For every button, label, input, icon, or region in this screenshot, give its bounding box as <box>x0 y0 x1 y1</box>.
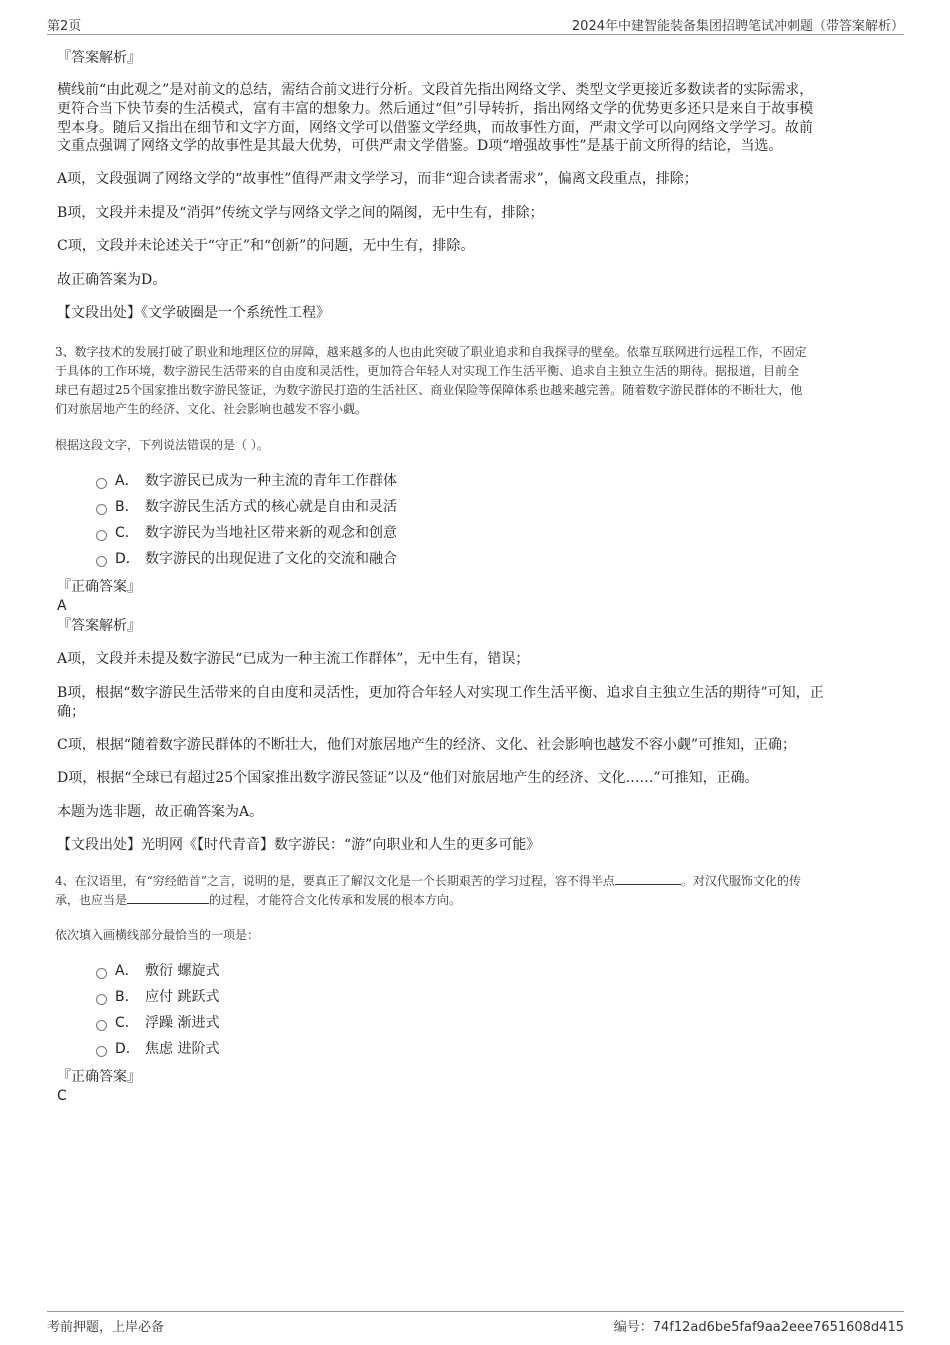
footer-slogan: 考前押题，上岸必备 <box>47 1320 165 1335</box>
page-number: 第2页 <box>47 19 82 34</box>
q3-item-d: D项，根据“全球已有超过25个国家推出数字游民签证”以及“他们对旅居地产生的经济、文化……”可推知，正确。 <box>57 770 759 786</box>
fill-blank-1[interactable] <box>615 872 681 885</box>
q4-stem-2a: 承，也应当是 <box>55 893 128 907</box>
q3-source: 【文段出处】光明网《【时代青音】数字游民：“游”向职业和人生的更多可能》 <box>57 837 541 853</box>
option-text: 敷衍 螺旋式 <box>145 963 220 979</box>
q2-item-b: B项，文段并未提及“消弭”传统文学与网络文学之间的隔阂，无中生有，排除； <box>57 205 544 221</box>
option-text: 数字游民的出现促进了文化的交流和融合 <box>145 551 397 567</box>
q4-stem-1b: 。对汉代服饰文化的传 <box>680 874 801 888</box>
q4-stem-line-2 <box>55 891 461 910</box>
radio-icon[interactable] <box>96 994 107 1005</box>
option-key: B． <box>115 499 139 515</box>
q2-analysis-line-1: 横线前“由此观之”是对前文的总结，需结合前文进行分析。文段首先指出网络文学、类型文学更接近多数读者的实际需求， <box>57 82 814 98</box>
q3-stem-line-2: 于具体的工作环境，数字游民生活带来的自由度和灵活性，更加符合年轻人对实现工作生活平衡、追求自主独立生活的期待。据报道，目前全 <box>55 364 800 378</box>
q2-analysis-line-4: 文重点强调了网络文学的故事性是其最大优势，可供严肃文学借鉴。D项“增强故事性”是基于前文所得的结论，当选。 <box>57 138 783 154</box>
q4-stem-2b: 的过程，才能符合文化传承和发展的根本方向。 <box>209 893 462 907</box>
q3-option-c[interactable] <box>96 522 397 542</box>
q4-stem-1a: 4、在汉语里，有“穷经皓首”之言，说明的是，要真正了解汉文化是一个长期艰苦的学习过程，容不得半点 <box>55 874 615 888</box>
radio-icon[interactable] <box>96 968 107 979</box>
q2-item-a: A项，文段强调了网络文学的“故事性”值得严肃文学学习，而非“迎合读者需求”，偏离文段重点，排除； <box>57 171 698 187</box>
q4-option-c[interactable] <box>96 1012 219 1032</box>
q2-item-c: C项，文段并未论述关于“守正”和“创新”的问题，无中生有，排除。 <box>57 238 475 254</box>
q3-option-b[interactable] <box>96 496 397 516</box>
q3-stem-line-1: 3、数字技术的发展打破了职业和地理区位的屏障，越来越多的人也由此突破了职业追求和自我探寻的壁垒。依靠互联网进行远程工作，不固定 <box>55 345 807 359</box>
q4-answer-label: 『正确答案』 <box>57 1069 141 1085</box>
option-text: 焦虑 进阶式 <box>145 1041 220 1057</box>
q3-item-a: A项，文段并未提及数字游民“已成为一种主流工作群体”，无中生有，错误； <box>57 651 530 667</box>
footer-serial: 编号：74f12ad6be5faf9aa2eee7651608d415 <box>613 1320 904 1335</box>
q4-prompt: 依次填入画横线部分最恰当的一项是： <box>55 928 260 942</box>
q3-conclusion: 本题为选非题，故正确答案为A。 <box>57 804 264 820</box>
q3-option-a[interactable] <box>96 470 397 490</box>
option-text: 数字游民已成为一种主流的青年工作群体 <box>145 473 397 489</box>
fill-blank-2[interactable] <box>127 891 209 904</box>
page-header <box>47 14 904 35</box>
option-key: A． <box>115 963 139 979</box>
q3-option-d[interactable] <box>96 548 397 568</box>
radio-icon[interactable] <box>96 530 107 541</box>
q3-item-b-line-1: B项，根据“数字游民生活带来的自由度和灵活性，更加符合年轻人对实现工作生活平衡、追求自主独立生活的期待”可知，正 <box>57 685 824 701</box>
q2-conclusion: 故正确答案为D。 <box>57 272 167 288</box>
q4-option-d[interactable] <box>96 1038 219 1058</box>
q4-option-a[interactable] <box>96 960 219 980</box>
q4-answer: C <box>57 1088 67 1104</box>
option-key: C． <box>115 525 139 541</box>
radio-icon[interactable] <box>96 556 107 567</box>
q2-analysis-line-3: 型本身。随后又指出在细节和文字方面，网络文学可以借鉴文学经典，而故事性方面，严肃文学可以向网络文学学习。故前 <box>57 120 813 136</box>
q3-prompt: 根据这段文字，下列说法错误的是（ ）。 <box>55 438 269 452</box>
q3-stem-line-3: 球已有超过25个国家推出数字游民签证，为数字游民打造的生活社区、商业保险等保障体系也越来越完善。随着数字游民群体的不断壮大，他 <box>55 383 803 397</box>
q3-answer: A <box>57 598 67 614</box>
option-key: B． <box>115 989 139 1005</box>
q3-analysis-label: 『答案解析』 <box>57 618 141 634</box>
radio-icon[interactable] <box>96 478 107 489</box>
option-key: C． <box>115 1015 139 1031</box>
q3-item-b-line-2: 确； <box>57 704 85 720</box>
page-footer <box>47 1311 904 1336</box>
option-key: D． <box>115 1041 140 1057</box>
option-text: 应付 跳跃式 <box>145 989 220 1005</box>
option-key: A． <box>115 473 139 489</box>
document-title: 2024年中建智能装备集团招聘笔试冲刺题（带答案解析） <box>571 19 904 34</box>
q4-option-b[interactable] <box>96 986 219 1006</box>
option-key: D． <box>115 551 140 567</box>
q4-stem-line-1 <box>55 872 801 891</box>
q3-answer-label: 『正确答案』 <box>57 579 141 595</box>
q2-source: 【文段出处】《文学破圈是一个系统性工程》 <box>57 305 330 321</box>
radio-icon[interactable] <box>96 504 107 515</box>
option-text: 数字游民生活方式的核心就是自由和灵活 <box>145 499 397 515</box>
q2-analysis-label: 『答案解析』 <box>57 50 141 66</box>
option-text: 浮躁 渐进式 <box>145 1015 220 1031</box>
option-text: 数字游民为当地社区带来新的观念和创意 <box>145 525 397 541</box>
q3-item-c: C项，根据“随着数字游民群体的不断壮大，他们对旅居地产生的经济、文化、社会影响也越发不容小觑”可推知，正确； <box>57 737 797 753</box>
q3-stem-line-4: 们对旅居地产生的经济、文化、社会影响也越发不容小觑。 <box>55 402 368 416</box>
radio-icon[interactable] <box>96 1046 107 1057</box>
radio-icon[interactable] <box>96 1020 107 1031</box>
q2-analysis-line-2: 更符合当下快节奏的生活模式，富有丰富的想象力。然后通过“但”引导转折，指出网络文学的优势更多还只是来自于故事模 <box>57 101 814 117</box>
